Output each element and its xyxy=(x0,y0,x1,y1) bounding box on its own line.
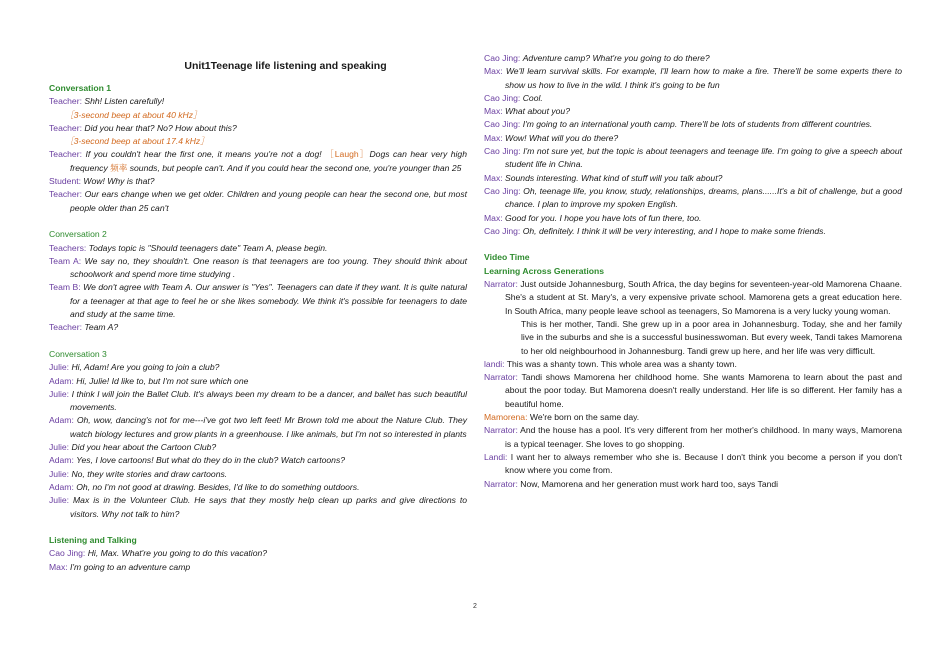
dialogue-text: Tandi shows Mamorena her childhood home. She wants Mamorena to learn about the past and about the poor today. But Mamorena doesn't really understand. Her life is so different. Her family has a beautiful home. xyxy=(505,372,902,409)
dialogue-text: I want her to always remember who she is. Because I don't think you become a person if you don't know where you come from. xyxy=(505,451,902,476)
dialogue-line xyxy=(484,371,902,411)
dialogue-line xyxy=(484,212,902,225)
speaker-label: Max: xyxy=(484,172,503,183)
dialogue-line xyxy=(484,65,902,92)
sound-note: ［3-second beep at about 40 kHz］ xyxy=(65,109,202,120)
dialogue-text: No, they write stories and draw cartoons. xyxy=(71,468,228,479)
conversation-3-title: Conversation 3 xyxy=(49,348,107,359)
dialogue-line xyxy=(49,175,467,188)
dialogue-text: If you couldn't hear the first one, it means you're not a dog! xyxy=(85,149,326,160)
speaker-label: Max: xyxy=(484,106,503,117)
speaker-label: Cao Jing: xyxy=(484,119,521,130)
speaker-label: Team A: xyxy=(49,255,82,266)
dialogue-text: sounds, but people can't. And if you could hear the second one, you're younger than 25 xyxy=(127,162,462,173)
video-subtitle: Learning Across Generations xyxy=(484,265,605,276)
dialogue-text: We say no, they shouldn't. One reason is that teenagers are too young. They should think about schoolwork and spend more time studying . xyxy=(70,255,468,280)
dialogue-line xyxy=(484,424,902,451)
dialogue-line xyxy=(484,451,902,478)
dialogue-text: Now, Mamorena and her generation must work hard too, says Tandi xyxy=(520,478,779,489)
dialogue-text: Max is in the Volunteer Club. He says that they mostly help clean up parks and give directions to visitors. Why not talk to him? xyxy=(70,495,468,519)
dialogue-line xyxy=(49,414,467,441)
speaker-label: Julie: xyxy=(49,388,70,399)
speaker-label: Narrator: xyxy=(484,425,518,436)
dialogue-text: Yes, I love cartoons! But what do they do in the club? Watch cartoons? xyxy=(76,455,346,466)
conversation-1-title: Conversation 1 xyxy=(49,83,112,93)
dialogue-text: Wow! Why is that? xyxy=(83,176,155,187)
conversation-3 xyxy=(49,361,467,521)
dialogue-line xyxy=(484,172,902,185)
dialogue-text: Hi, Adam! Are you going to join a club? xyxy=(71,362,220,373)
dialogue-line xyxy=(49,454,467,467)
dialogue-line xyxy=(484,118,902,131)
dialogue-text: I'm not sure yet, but the topic is about teenagers and teenage life. I'm going to give a speech about student life in China. xyxy=(505,146,902,170)
dialogue-line xyxy=(49,561,467,574)
dialogue-line xyxy=(49,95,467,108)
narration-paragraph: This is her mother, Tandi. She grew up in a poor area in Johannesburg. Today, she and her family live in the suburbs and she is a successful businesswoman. But every week, Tandi takes Mamorena to her old neighbourhood in Johannesburg. Tandi grew up here, and her life was very difficult. xyxy=(521,318,902,356)
dialogue-line xyxy=(49,148,467,175)
listening-talking-title: Listening and Talking xyxy=(49,535,137,546)
dialogue-line xyxy=(484,52,902,65)
speaker-label: Julie: xyxy=(49,442,70,453)
dialogue-text: Wow! What will you do there? xyxy=(505,132,619,143)
speaker-label: Teachers: xyxy=(49,242,87,253)
dialogue-text: Just outside Johannesburg, South Africa, the day begins for seventeen-year-old Mamorena Chaane. She's a student at St. Mary's, a very expensive private school. Mamorena gets a great education here. In South Africa, many people leave school as teenagers, So Mamorena is a very lucky young woman. xyxy=(505,279,902,316)
dialogue-line xyxy=(484,185,902,212)
dialogue-line xyxy=(484,92,902,105)
speaker-label: Cao Jing: xyxy=(484,53,521,63)
dialogue-text: Hi, Max. What're you going to do this vacation? xyxy=(87,548,268,559)
dialogue-line xyxy=(484,478,902,491)
dialogue-text: This was a shanty town. This whole area was a shanty town. xyxy=(506,358,737,369)
dialogue-text: We don't agree with Team A. Our answer is "Yes". Teenagers can date if they want. It is quite natural for a teenager at that age to feel he or she likes somebody. We think it's possible for teenagers to date and study at the same time. xyxy=(70,282,467,320)
dialogue-text: Shh! Listen carefully! xyxy=(84,96,165,107)
right-column xyxy=(484,52,902,491)
dialogue-text: And the house has a pool. It's very different from her mother's childhood. In many ways, Mamorena is a typical teenager. She loves to go shopping. xyxy=(505,425,902,449)
dialogue-text: I'm going to an international youth camp. There'll be lots of students from different countries. xyxy=(522,119,873,130)
dialogue-line xyxy=(484,358,902,371)
dialogue-text: Did you hear about the Cartoon Club? xyxy=(71,442,217,453)
dialogue-line xyxy=(49,481,467,494)
conversation-2 xyxy=(49,242,467,335)
speaker-label: landi: xyxy=(484,358,505,369)
dialogue-line xyxy=(484,145,902,172)
speaker-label: Cao Jing: xyxy=(484,225,521,236)
speaker-label: Narrator: xyxy=(484,279,518,290)
speaker-label: Adam: xyxy=(49,375,74,386)
dialogue-text: Oh, wow, dancing's not for me---i've got two left feet! Mr Brown told me about the Nature Club. They watch biology lectures and grow plants in a greenhouse. I like animals, but I'm not so interested in plants xyxy=(70,415,467,439)
speaker-label: Landi: xyxy=(484,451,508,462)
listening-talking-dialogue-start xyxy=(49,547,467,574)
speaker-label: Team B: xyxy=(49,282,81,293)
dialogue-text: Adventure camp? What're you going to do there? xyxy=(522,53,710,63)
dialogue-line xyxy=(49,361,467,374)
dialogue-text: Did you hear that? No? How about this? xyxy=(84,122,237,133)
dialogue-line xyxy=(49,321,467,334)
left-column xyxy=(49,52,467,574)
dialogue-text: We're born on the same day. xyxy=(529,412,640,423)
dialogue-text: Dogs can hear very high frequency xyxy=(70,149,467,173)
dialogue-line xyxy=(484,278,902,318)
speaker-label: Julie: xyxy=(49,362,70,373)
dialogue-line xyxy=(49,441,467,454)
dialogue-line xyxy=(484,225,902,238)
speaker-label: Cao Jing: xyxy=(49,548,86,559)
speaker-label: Julie: xyxy=(49,495,70,506)
stage-direction: ［Laugh］ xyxy=(325,149,370,160)
dialogue-text: Todays topic is "Should teenagers date" Team A, please begin. xyxy=(88,242,328,253)
dialogue-text: Good for you. I hope you have lots of fun there, too. xyxy=(505,212,702,223)
conversation-2-title: Conversation 2 xyxy=(49,229,107,240)
video-transcript xyxy=(484,278,902,491)
dialogue-line xyxy=(49,188,467,215)
speaker-label: Max: xyxy=(484,66,503,77)
video-time-title: Video Time xyxy=(484,252,530,263)
dialogue-text: I think I will join the Ballet Club. It's always been my dream to be a dancer, and ballet has such beautiful movements. xyxy=(70,388,468,413)
dialogue-text: Oh, no I'm not good at drawing. Besides, I'd like to do something outdoors. xyxy=(76,481,360,492)
speaker-label: Teacher: xyxy=(49,322,82,333)
dialogue-line xyxy=(49,388,467,415)
speaker-label: Narrator: xyxy=(484,372,518,383)
dialogue-line xyxy=(49,255,467,282)
dialogue-text: What about you? xyxy=(505,106,570,117)
speaker-label: Adam: xyxy=(49,415,74,426)
speaker-label: Teacher: xyxy=(49,149,82,160)
dialogue-text: Team A? xyxy=(84,322,119,333)
dialogue-text: Hi, Julie! Id like to, but I'm not sure which one xyxy=(76,375,249,386)
chinese-gloss: 频率 xyxy=(110,162,128,173)
dialogue-line xyxy=(49,547,467,560)
dialogue-line xyxy=(484,411,902,424)
dialogue-line xyxy=(49,468,467,481)
dialogue-line xyxy=(49,122,467,135)
dialogue-text: Oh, definitely. I think it will be very interesting, and I hope to make some friends. xyxy=(522,225,826,236)
speaker-label: Mamorena: xyxy=(484,412,528,423)
dialogue-text: I'm going to an adventure camp xyxy=(70,561,191,572)
speaker-label: Cao Jing: xyxy=(484,92,521,103)
document-title: Unit1Teenage life listening and speaking xyxy=(184,60,387,72)
speaker-label: Teacher: xyxy=(49,122,82,133)
dialogue-text: Cool. xyxy=(522,92,543,103)
dialogue-line xyxy=(484,132,902,145)
dialogue-line xyxy=(49,375,467,388)
speaker-label: Cao Jing: xyxy=(484,146,521,157)
speaker-label: Teacher: xyxy=(49,189,82,200)
dialogue-line xyxy=(484,105,902,118)
speaker-label: Adam: xyxy=(49,455,74,466)
dialogue-text: We'll learn survival skills. For example, I'll learn how to make a fire. There'll be some experts there to show us how to live in the wild. I think it's going to be fun xyxy=(505,66,902,90)
listening-talking-dialogue-continued xyxy=(484,52,902,238)
conversation-1 xyxy=(49,95,467,215)
dialogue-line xyxy=(49,242,467,255)
speaker-label: Max: xyxy=(484,212,503,223)
dialogue-text: Oh, teenage life, you know, study, relationships, dreams, plans......It's a bit of challenge, but a good chance. I plan to improve my spoken English. xyxy=(505,185,902,210)
dialogue-text: Our ears change when we get older. Children and young people can hear the second one, but most people older than 25 can't xyxy=(70,189,468,213)
speaker-label: Max: xyxy=(484,132,503,143)
sound-note: ［3-second beep at about 17.4 kHz］ xyxy=(65,136,209,147)
page-number: 2 xyxy=(473,603,477,610)
speaker-label: Teacher: xyxy=(49,96,82,107)
speaker-label: Adam: xyxy=(49,481,74,492)
dialogue-text: Sounds interesting. What kind of stuff will you talk about? xyxy=(505,172,723,183)
dialogue-line xyxy=(49,494,467,521)
speaker-label: Max: xyxy=(49,561,68,572)
speaker-label: Cao Jing: xyxy=(484,185,521,196)
dialogue-line xyxy=(49,281,467,321)
speaker-label: Student: xyxy=(49,176,82,187)
speaker-label: Julie: xyxy=(49,468,70,479)
speaker-label: Narrator: xyxy=(484,478,518,489)
